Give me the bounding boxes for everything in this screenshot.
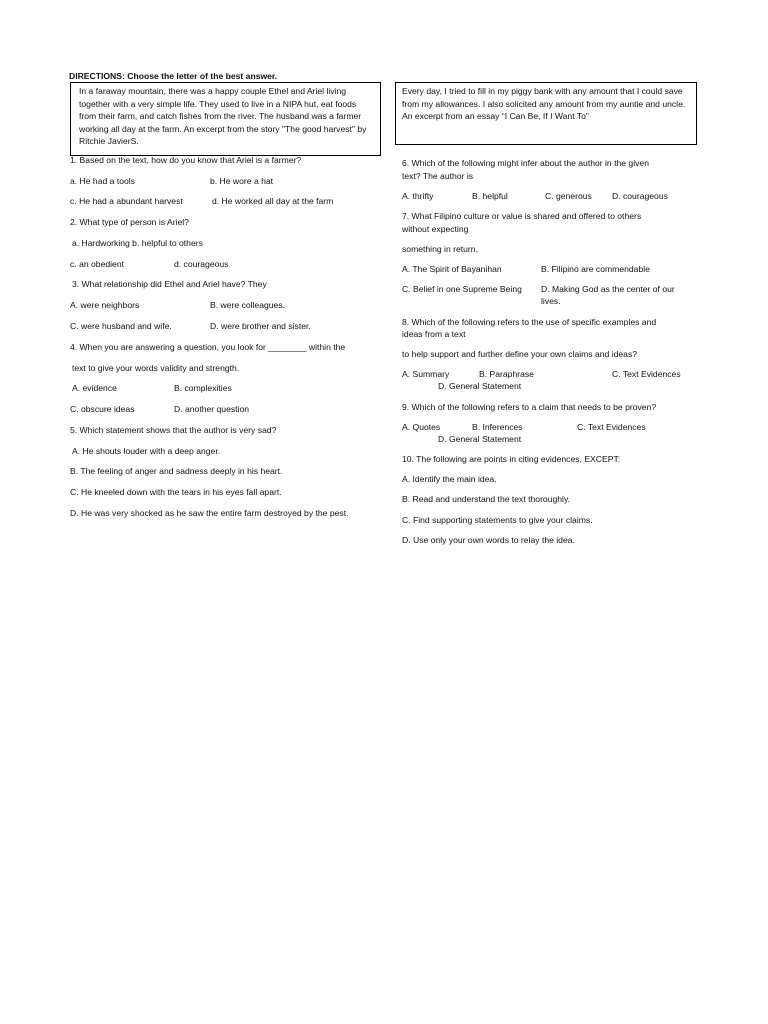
q9-option-d[interactable]: D. General Statement (438, 434, 522, 444)
q7-option-d-line2[interactable]: lives. (541, 296, 561, 306)
q4-option-a[interactable]: A. evidence (72, 383, 117, 393)
q1-option-c[interactable]: c. He had a abundant harvest (70, 196, 183, 206)
q5-option-c[interactable]: C. He kneeled down with the tears in his eyes fall apart. (70, 487, 282, 497)
passage-box-right (395, 82, 697, 145)
q4-stem-line1: 4. When you are answering a question, you look for ________ within the (70, 342, 346, 352)
q2-option-c[interactable]: c. an obedient (70, 259, 124, 269)
q4-stem-line2: text to give your words validity and strength. (72, 363, 240, 373)
q8-option-d[interactable]: D. General Statement (438, 381, 522, 391)
q1-option-a[interactable]: a. He had a tools (70, 176, 135, 186)
q7-stem-line2: without expecting (402, 224, 469, 234)
q1-option-b[interactable]: b. He wore a hat (210, 176, 274, 186)
passage-left-text: In a faraway mountain, there was a happy couple Ethel and Ariel living together with a very simple life. They used to live in a NIPA hut, eat foods from their farm, and catch fishes from the river. The husband was a farmer working all day at the farm. An excerpt from the story "The good harvest" by Ritchie JavierS. (79, 86, 367, 146)
q10-option-d[interactable]: D. Use only your own words to relay the idea. (402, 535, 575, 545)
q8-stem-line3: to help support and further define your own claims and ideas? (402, 349, 638, 359)
q3-option-a[interactable]: A. were neighbors (70, 300, 140, 310)
q1-stem: 1. Based on the text, how do you know that Ariel is a farmer? (70, 155, 302, 165)
q2-options-ab[interactable]: a. Hardworking b. helpful to others (72, 238, 203, 248)
passage-box-left (70, 82, 381, 156)
q10-option-a[interactable]: A. Identify the main idea. (402, 474, 497, 484)
q7-stem-line1: 7. What Filipino culture or value is shared and offered to others (402, 211, 642, 221)
directions-heading: DIRECTIONS: Choose the letter of the best answer. (69, 71, 278, 81)
q1-option-d[interactable]: d. He worked all day at the farm (212, 196, 334, 206)
q6-option-a[interactable]: A. thrifty (402, 191, 434, 201)
q5-option-d[interactable]: D. He was very shocked as he saw the entire farm destroyed by the pest. (70, 508, 349, 518)
q8-option-b[interactable]: B. Paraphrase (479, 369, 534, 379)
q8-option-a[interactable]: A. Summary (402, 369, 450, 379)
q6-stem-line2: text? The author is (402, 171, 474, 181)
q8-stem-line1: 8. Which of the following refers to the use of specific examples and (402, 317, 657, 327)
q9-stem: 9. Which of the following refers to a claim that needs to be proven? (402, 402, 657, 412)
q7-option-a[interactable]: A. The Spirit of Bayanihan (402, 264, 502, 274)
q2-option-d[interactable]: d. courageous (174, 259, 229, 269)
q7-option-d-line1[interactable]: D. Making God as the center of our (541, 284, 675, 294)
q7-option-b[interactable]: B. Filipino are commendable (541, 264, 650, 274)
q6-option-b[interactable]: B. helpful (472, 191, 508, 201)
q8-option-c[interactable]: C. Text Evidences (612, 369, 681, 379)
q4-option-d[interactable]: D. another question (174, 404, 250, 414)
q8-stem-line2: ideas from a text (402, 329, 466, 339)
q7-option-c[interactable]: C. Belief in one Supreme Being (402, 284, 522, 294)
q10-option-c[interactable]: C. Find supporting statements to give your claims. (402, 515, 593, 525)
q9-option-b[interactable]: B. Inferences (472, 422, 523, 432)
q3-option-b[interactable]: B. were colleagues. (210, 300, 285, 310)
q6-option-c[interactable]: C. generous (545, 191, 592, 201)
q3-option-d[interactable]: D. were brother and sister. (210, 321, 311, 331)
q7-stem-line3: something in return. (402, 244, 478, 254)
q3-option-c[interactable]: C. were husband and wife. (70, 321, 172, 331)
q9-option-c[interactable]: C. Text Evidences (577, 422, 646, 432)
q6-option-d[interactable]: D. courageous (612, 191, 668, 201)
q10-option-b[interactable]: B. Read and understand the text thoroughly. (402, 494, 571, 504)
q5-option-a[interactable]: A. He shouts louder with a deep anger. (72, 446, 221, 456)
q3-stem: 3. What relationship did Ethel and Ariel have? They (72, 279, 267, 289)
q6-stem-line1: 6. Which of the following might infer about the author in the given (402, 158, 649, 168)
q2-stem: 2. What type of person is Ariel? (70, 217, 189, 227)
passage-right-text: Every day, I tried to fill in my piggy bank with any amount that I could save from my allowances. I also solicited any amount from my auntie and uncle. An excerpt from an essay “I Can Be, If I Want To” (402, 86, 686, 121)
q4-option-c[interactable]: C. obscure ideas (70, 404, 135, 414)
q10-stem: 10. The following are points in citing evidences, EXCEPT: (402, 454, 621, 464)
q9-option-a[interactable]: A. Quotes (402, 422, 441, 432)
q5-option-b[interactable]: B. The feeling of anger and sadness deeply in his heart. (70, 466, 283, 476)
q5-stem: 5. Which statement shows that the author is very sad? (70, 425, 277, 435)
q4-option-b[interactable]: B. complexities (174, 383, 232, 393)
